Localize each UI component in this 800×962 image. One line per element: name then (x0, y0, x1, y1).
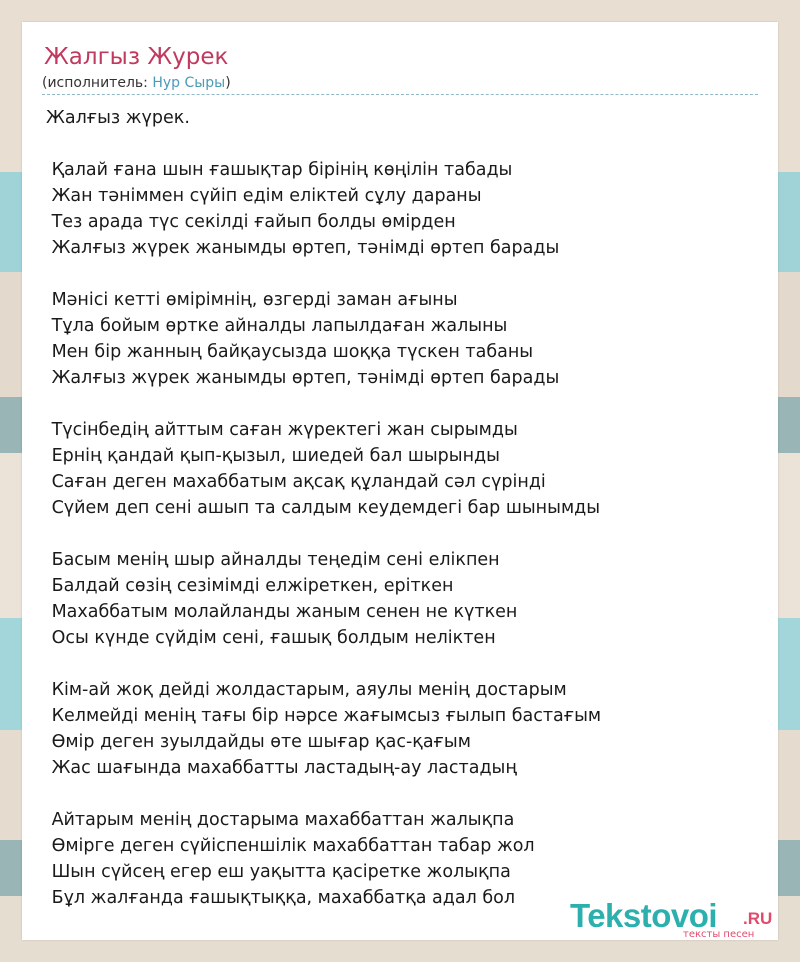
lyric-line (46, 651, 601, 677)
lyric-line: Кім-ай жоқ дейді жолдастарым, аяулы менің достарым (46, 680, 567, 700)
lyric-line: Айтарым менің достарыма махаббаттан жалықпа (46, 810, 515, 830)
lyric-line: Өмірге деген сүйіспеншілік махаббаттан табар жол (46, 836, 535, 856)
lyric-line: Қалай ғана шын ғашықтар бірінің көңілін табады (46, 160, 513, 180)
lyric-line (46, 781, 601, 807)
lyric-line: Мәнісі кетті өмірімнің, өзгерді заман ағыны (46, 290, 458, 310)
lyric-line (46, 261, 601, 287)
lyrics-card (22, 22, 778, 940)
lyric-line (46, 521, 601, 547)
divider (42, 94, 758, 95)
lyric-line: Балдай сөзің сезімімді елжіреткен, еріткен (46, 576, 454, 596)
lyric-line: Түсінбедің айттым саған жүректегі жан сырымды (46, 420, 518, 440)
lyric-line: Жалғыз жүрек жанымды өртеп, тәнімді өртеп барады (46, 368, 560, 388)
lyric-line: Тұла бойым өртке айналды лапылдаған жалыны (46, 316, 508, 336)
lyric-line: Шын сүйсең егер еш уақытта қасіретке жолықпа (46, 862, 511, 882)
logo-name: Tekstovoi (570, 897, 718, 934)
lyric-line: Махаббатым молайланды жаным сенен не күткен (46, 602, 518, 622)
lyric-line: Келмейді менің тағы бір нәрсе жағымсыз ғылып бастағым (46, 706, 602, 726)
lyric-line: Саған деген махаббатым ақсақ құландай сәл сүрінді (46, 472, 546, 492)
artist-line (42, 74, 231, 92)
lyric-line: Өмір деген зуылдайды өте шығар қас-қағым (46, 732, 471, 752)
song-title: Жалгыз Журек (44, 44, 229, 70)
lyric-line: Бұл жалғанда ғашықтыққа, махаббатқа адал бол (46, 888, 516, 908)
lyric-line: Тез арада түс секілді ғайып болды өмірден (46, 212, 456, 232)
site-logo[interactable] (570, 897, 780, 943)
logo-tagline: тексты песен (683, 929, 755, 940)
artist-prefix: (исполнитель: (42, 75, 153, 91)
lyric-line: Басым менің шыр айналды теңедім сені елікпен (46, 550, 500, 570)
artist-link[interactable]: Нур Сыры (152, 75, 226, 91)
lyric-line: Мен бір жанның байқаусызда шоққа түскен табаны (46, 342, 534, 362)
lyric-line: Ернің қандай қып-қызыл, шиедей бал шырынды (46, 446, 500, 466)
lyric-line (46, 131, 601, 157)
lyric-line: Жас шағында махаббатты ластадың-ау ластадың (46, 758, 517, 778)
lyric-line: Сүйем деп сені ашып та салдым кеудемдегі бар шынымды (46, 498, 601, 518)
lyric-line: Жалғыз жүрек жанымды өртеп, тәнімді өртеп барады (46, 238, 560, 258)
lyric-line: Жалғыз жүрек. (46, 108, 190, 128)
artist-suffix: ) (225, 75, 231, 91)
lyric-line: Осы күнде сүйдім сені, ғашық болдым неліктен (46, 628, 496, 648)
lyric-line: Жан тәніммен сүйіп едім еліктей сұлу дараны (46, 186, 482, 206)
lyrics-text (46, 105, 601, 911)
lyric-line (46, 391, 601, 417)
logo-domain: .RU (743, 909, 773, 928)
